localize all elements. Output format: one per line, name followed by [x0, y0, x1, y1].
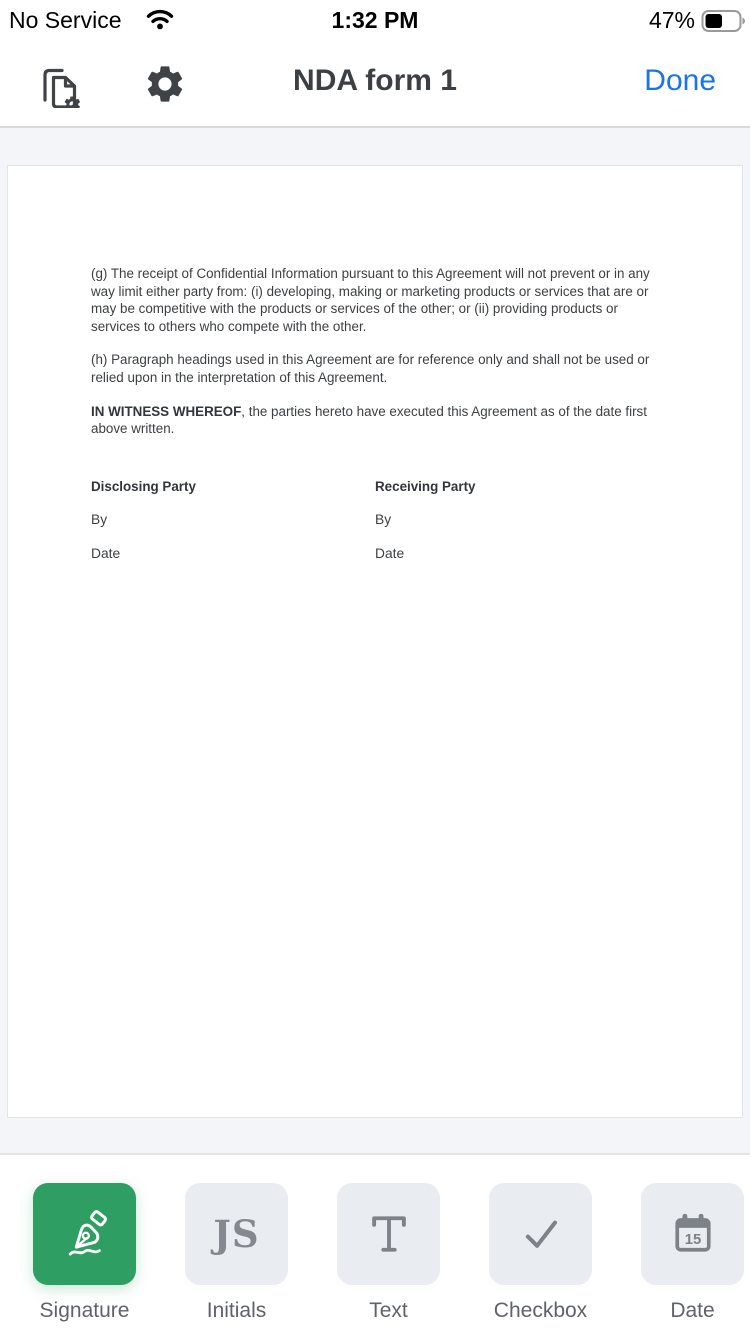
initials-monogram-icon: JS	[213, 1212, 260, 1256]
tool-date	[641, 1183, 744, 1323]
battery-icon	[701, 9, 746, 33]
document-page[interactable]	[7, 165, 743, 1118]
checkbox-tool-button[interactable]	[489, 1183, 592, 1285]
done-button[interactable]: Done	[644, 64, 716, 97]
disclosing-party-column	[91, 478, 375, 563]
tool-label: Initials	[206, 1299, 267, 1322]
tool-label: Date	[670, 1299, 715, 1322]
tool-initials	[185, 1183, 288, 1323]
party-heading: Receiving Party	[375, 478, 476, 494]
svg-text:15: 15	[684, 1232, 701, 1249]
signature-pen-icon	[57, 1206, 113, 1262]
document-text	[91, 265, 659, 563]
by-line: By	[375, 512, 392, 528]
page-title: NDA form 1	[293, 64, 457, 97]
document-settings-button[interactable]	[36, 62, 82, 108]
party-heading: Disclosing Party	[91, 478, 196, 494]
tool-text	[337, 1183, 440, 1323]
tool-signature	[33, 1183, 136, 1323]
tool-label: Checkbox	[493, 1299, 588, 1322]
tool-label: Signature	[39, 1299, 130, 1322]
annotation-toolbar	[0, 1155, 750, 1334]
date-tool-button[interactable]	[641, 1183, 744, 1285]
witness-clause: IN WITNESS WHEREOF, the parties hereto have executed this Agreement as of the date first above written.	[91, 403, 647, 437]
clock: 1:32 PM	[331, 7, 419, 33]
tool-label: Text	[369, 1299, 408, 1322]
receiving-party-column	[375, 478, 659, 563]
signature-block	[91, 478, 659, 563]
status-bar	[0, 0, 750, 44]
calendar-icon	[665, 1206, 721, 1262]
paragraph-h: (h) Paragraph headings used in this Agreement are for reference only and shall not be used or relied upon in the interpretation of this Agreement.	[91, 352, 650, 385]
carrier-label: No Service	[9, 7, 122, 33]
by-line: By	[91, 512, 108, 528]
tool-checkbox	[489, 1183, 592, 1323]
initials-tool-button[interactable]	[185, 1183, 288, 1285]
date-line: Date	[91, 545, 121, 561]
text-tool-icon	[361, 1206, 417, 1262]
battery-percent: 47%	[648, 7, 695, 33]
paragraph-g: (g) The receipt of Confidential Information pursuant to this Agreement will not prevent or in any way limit either party from: (i) developing, making or marketing products or services that are or may be competitive with the products or services of the other; or (ii) providing products or services to others who compete with the other.	[91, 266, 650, 334]
checkmark-icon	[513, 1206, 569, 1262]
date-line: Date	[375, 545, 405, 561]
document-viewport	[0, 128, 750, 1153]
battery-indicator	[649, 7, 746, 34]
text-tool-button[interactable]	[337, 1183, 440, 1285]
signature-tool-button[interactable]	[33, 1183, 136, 1285]
nav-bar	[0, 44, 750, 126]
document-gear-icon	[36, 62, 82, 108]
